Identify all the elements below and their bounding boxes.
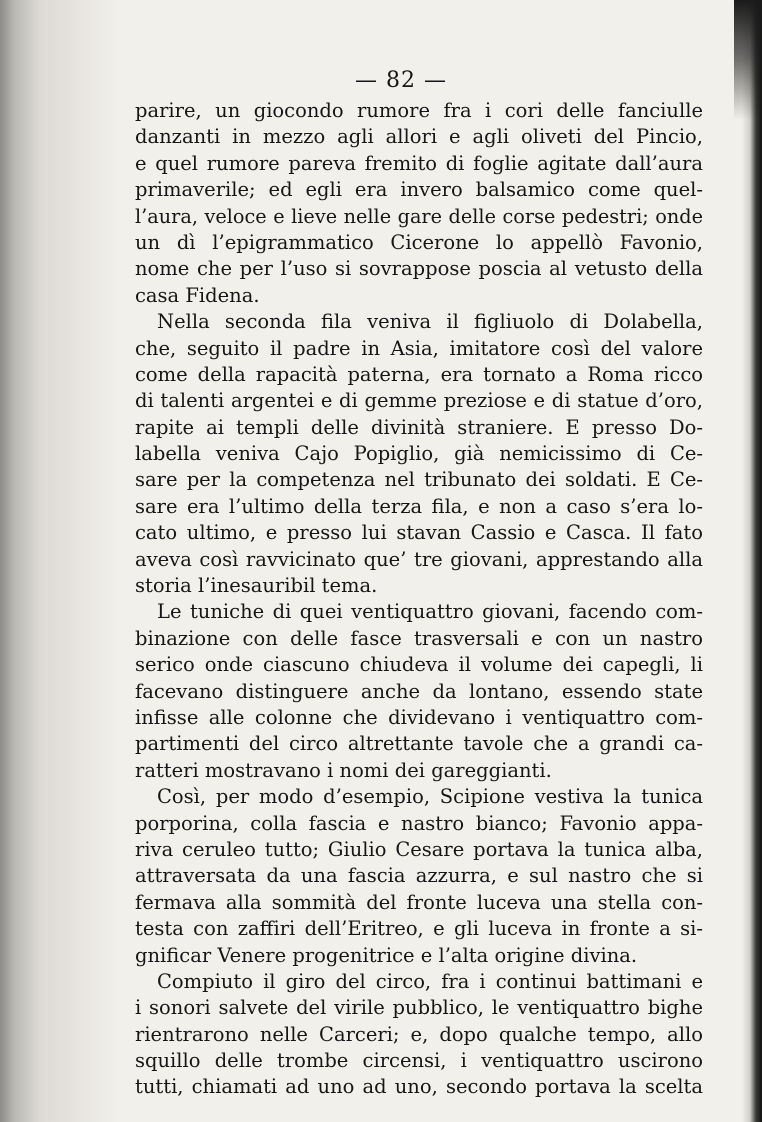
text-line: partimenti del circo altrettante tavole che a grandi ca-: [135, 732, 703, 756]
text-line: binazione con delle fasce trasversali e con un nastro: [135, 626, 703, 650]
body-text: [135, 98, 703, 1101]
text-line: di talenti argentei e di gemme preziose e di statue d’oro,: [135, 389, 703, 413]
page-number: — 82 —: [355, 68, 447, 93]
text-line: che, seguito il padre in Asia, imitatore così del valore: [135, 336, 703, 360]
text-line: aveva così ravvicinato que’ tre giovani, apprestando alla: [135, 547, 703, 571]
text-line: serico onde ciascuno chiudeva il volume dei capegli, li: [135, 653, 703, 677]
scan-shadow-corner: [734, 0, 762, 120]
scan-shadow-right: [742, 0, 762, 1122]
text-line: sare per la competenza nel tribunato dei soldati. E Ce-: [135, 468, 703, 492]
paragraph-start: Così, per modo d’esempio, Scipione vestiva la tunica: [157, 785, 703, 809]
text-line: porporina, colla fascia e nastro bianco; Favonio appa-: [135, 811, 703, 835]
paragraph-start: Compiuto il giro del circo, fra i continui battimani e: [157, 969, 703, 993]
text-line: ratteri mostravano i nomi dei gareggianti.: [135, 758, 552, 782]
text-line: nome che per l’uso si sovrappose poscia al vetusto della: [135, 257, 703, 281]
text-line: cato ultimo, e presso lui stavan Cassio e Casca. Il fato: [135, 521, 703, 545]
paragraph-start: Nella seconda fila veniva il figliuolo di Dolabella,: [157, 310, 703, 334]
text-line: e quel rumore pareva fremito di foglie agitate dall’aura: [135, 151, 703, 175]
text-line: gnificar Venere progenitrice e l’alta origine divina.: [135, 943, 638, 967]
paragraph-start: Le tuniche di quei ventiquattro giovani, facendo com-: [157, 600, 703, 624]
text-line: labella veniva Cajo Popiglio, già nemicissimo di Ce-: [135, 442, 703, 466]
text-line: rapite ai templi delle divinità straniere. E presso Do-: [135, 415, 703, 439]
text-line: squillo delle trombe circensi, i ventiquattro uscirono: [135, 1049, 703, 1073]
text-line: fermava alla sommità del fronte luceva una stella con-: [135, 890, 703, 914]
text-line: attraversata da una fascia azzurra, e sul nastro che si: [135, 864, 703, 888]
scan-shadow-left: [0, 0, 120, 1122]
text-line: facevano distinguere anche da lontano, essendo state: [135, 679, 703, 703]
text-line: sare era l’ultimo della terza fila, e non a caso s’era lo-: [135, 494, 703, 518]
text-line: storia l’inesauribil tema.: [135, 574, 378, 598]
text-line: riva ceruleo tutto; Giulio Cesare portava la tunica alba,: [135, 837, 703, 861]
text-line: come della rapacità paterna, era tornato a Roma ricco: [135, 362, 703, 386]
text-line: parire, un giocondo rumore fra i cori delle fanciulle: [135, 99, 703, 122]
text-line: casa Fidena.: [135, 283, 260, 307]
text-line: tutti, chiamati ad uno ad uno, secondo portava la scelta: [135, 1075, 703, 1099]
text-line: infisse alle colonne che dividevano i ventiquattro com-: [135, 705, 703, 729]
text-line: l’aura, veloce e lieve nelle gare delle corse pedestri; onde: [135, 204, 703, 228]
text-line: rientrarono nelle Carceri; e, dopo qualche tempo, allo: [135, 1022, 703, 1046]
text-line: primaverile; ed egli era invero balsamico come quel-: [135, 178, 703, 202]
text-line: testa con zaffiri dell’Eritreo, e gli luceva in fronte a si-: [135, 917, 703, 941]
text-line: danzanti in mezzo agli allori e agli oliveti del Pincio,: [135, 125, 703, 149]
text-line: un dì l’epigrammatico Cicerone lo appellò Favonio,: [135, 230, 703, 254]
text-line: i sonori salvete del virile pubblico, le ventiquattro bighe: [135, 996, 703, 1020]
